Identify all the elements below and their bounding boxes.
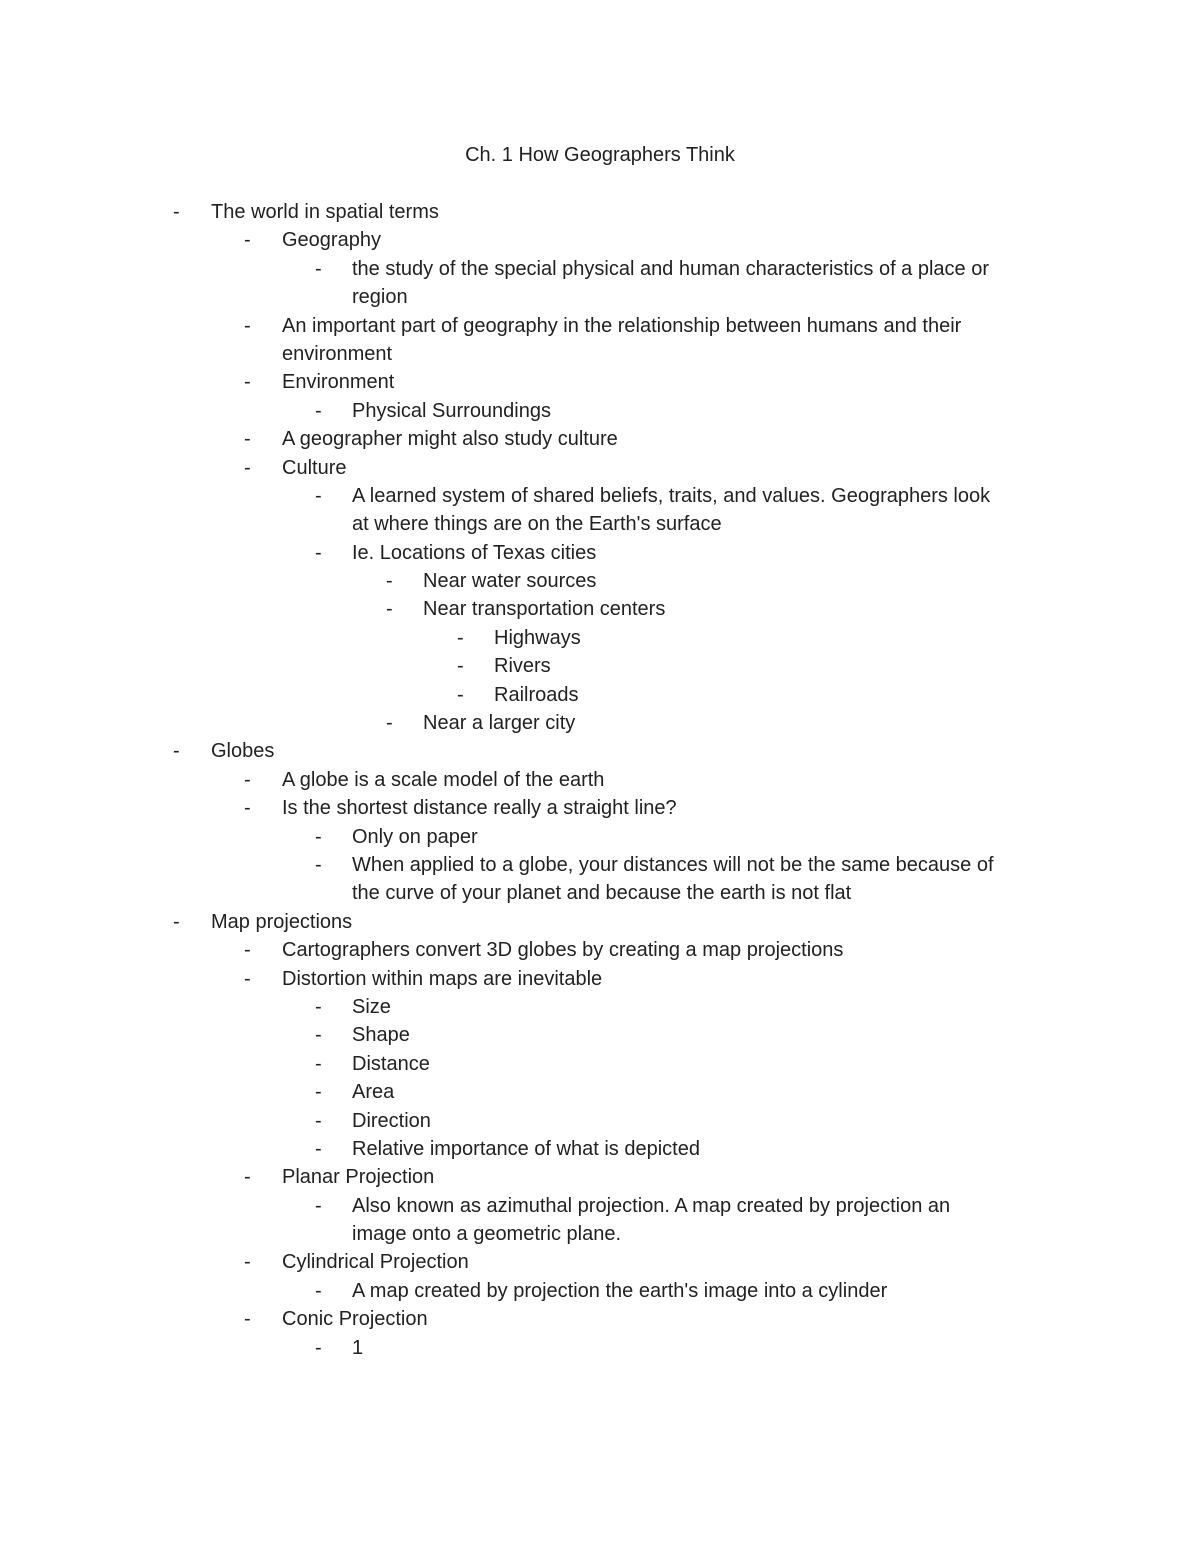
outline-item-text: Is the shortest distance really a straight line? [282,797,677,820]
outline-item-text: A geographer might also study culture [282,428,618,451]
outline-item-text: A globe is a scale model of the earth [282,768,605,791]
bullet-dash: - [244,939,251,962]
outline-item-text: Only on paper [352,825,478,848]
bullet-dash: - [315,1336,322,1359]
outline-item-text: image onto a geometric plane. [352,1223,622,1246]
bullet-dash: - [173,740,180,763]
bullet-dash: - [315,484,322,507]
bullet-dash: - [244,1166,251,1189]
outline-item-text: the study of the special physical and human characteristics of a place or [352,257,990,280]
outline-line-continuation [0,510,1200,538]
outline-item-level-1 [0,766,1200,794]
outline-item-text: 1 [352,1336,364,1359]
bullet-dash: - [244,229,251,252]
bullet-dash: - [386,712,393,735]
outline-item-text: region [352,286,408,309]
outline-item-text: Cartographers convert 3D globes by creating a map projections [282,939,844,962]
outline-item-level-0 [0,737,1200,765]
outline-line-continuation [0,340,1200,368]
bullet-dash: - [315,1194,322,1217]
outline-item-text: A map created by projection the earth's image into a cylinder [352,1279,888,1302]
outline-item-level-2 [0,1078,1200,1106]
bullet-dash: - [457,655,464,678]
outline-item-text: Size [352,995,391,1018]
bullet-dash: - [244,428,251,451]
outline-item-text: An important part of geography in the relationship between humans and their [282,314,962,337]
outline-item-level-4 [0,652,1200,680]
bullet-outline [0,198,1200,1362]
outline-item-level-2 [0,823,1200,851]
outline-line-continuation [0,1220,1200,1248]
outline-item-text: Railroads [494,683,579,706]
bullet-dash: - [457,683,464,706]
outline-item-level-2 [0,1334,1200,1362]
bullet-dash: - [173,201,180,223]
outline-item-text: Environment [282,371,395,394]
outline-item-level-3 [0,595,1200,623]
outline-item-text: Geography [282,229,381,252]
outline-item-text: Also known as azimuthal projection. A map created by projection an [352,1194,951,1217]
outline-item-text: Distortion within maps are inevitable [282,967,603,990]
outline-item-level-2 [0,539,1200,567]
outline-item-text: Highways [494,626,581,649]
outline-item-level-4 [0,681,1200,709]
bullet-dash: - [315,1052,322,1075]
outline-item-text: Near a larger city [423,712,576,735]
bullet-dash: - [315,1081,322,1104]
outline-item-text: When applied to a globe, your distances will not be the same because of [352,853,994,876]
bullet-dash: - [315,995,322,1018]
outline-item-text: at where things are on the Earth's surface [352,513,722,536]
outline-item-level-4 [0,624,1200,652]
outline-item-text: Ie. Locations of Texas cities [352,541,597,564]
outline-item-level-2 [0,851,1200,879]
outline-line-continuation [0,879,1200,907]
outline-item-level-1 [0,312,1200,340]
outline-item-text: environment [282,342,393,365]
outline-item-level-1 [0,936,1200,964]
outline-item-level-1 [0,454,1200,482]
bullet-dash: - [244,1308,251,1331]
bullet-dash: - [244,967,251,990]
outline-item-level-1 [0,226,1200,254]
outline-item-level-1 [0,794,1200,822]
outline-item-text: Map projections [211,910,353,933]
outline-item-text: the curve of your planet and because the earth is not flat [352,882,852,905]
outline-item-level-1 [0,1248,1200,1276]
outline-item-level-1 [0,965,1200,993]
bullet-dash: - [315,1279,322,1302]
outline-item-text: Relative importance of what is depicted [352,1137,700,1160]
outline-item-text: Planar Projection [282,1166,435,1189]
bullet-dash: - [244,797,251,820]
bullet-dash: - [386,570,393,593]
page-title: Ch. 1 How Geographers Think [465,144,735,166]
bullet-dash: - [315,257,322,280]
outline-item-level-0 [0,908,1200,936]
bullet-dash: - [315,399,322,422]
outline-item-text: Rivers [494,655,551,678]
bullet-dash: - [315,541,322,564]
outline-item-text: A learned system of shared beliefs, traits, and values. Geographers look [352,484,991,507]
outline-item-level-2 [0,993,1200,1021]
outline-item-level-2 [0,1192,1200,1220]
bullet-dash: - [315,1137,322,1160]
outline-item-text: Conic Projection [282,1308,428,1331]
outline-item-text: Near water sources [423,570,597,593]
bullet-dash: - [244,456,251,479]
bullet-dash: - [315,853,322,876]
outline-item-level-3 [0,567,1200,595]
outline-item-level-2 [0,1277,1200,1305]
bullet-dash: - [457,626,464,649]
outline-item-level-1 [0,1305,1200,1333]
outline-item-text: Shape [352,1024,410,1047]
bullet-dash: - [315,1024,322,1047]
outline-item-text: Cylindrical Projection [282,1251,469,1274]
bullet-dash: - [244,768,251,791]
outline-item-level-2 [0,1107,1200,1135]
outline-item-level-2 [0,255,1200,283]
outline-item-text: Culture [282,456,347,479]
bullet-dash: - [315,1109,322,1132]
outline-item-text: Direction [352,1109,431,1132]
outline-item-level-3 [0,709,1200,737]
outline-line-continuation [0,283,1200,311]
bullet-dash: - [315,825,322,848]
outline-item-level-2 [0,1050,1200,1078]
bullet-dash: - [386,598,393,621]
outline-item-level-1 [0,425,1200,453]
outline-item-text: The world in spatial terms [211,201,439,223]
outline-item-level-2 [0,1021,1200,1049]
outline-item-level-0 [0,198,1200,226]
outline-item-text: Globes [211,740,275,763]
outline-item-level-2 [0,397,1200,425]
outline-item-level-2 [0,482,1200,510]
outline-item-text: Physical Surroundings [352,399,551,422]
outline-item-text: Distance [352,1052,430,1075]
bullet-dash: - [244,1251,251,1274]
outline-item-text: Near transportation centers [423,598,666,621]
bullet-dash: - [173,910,180,933]
outline-item-level-1 [0,1163,1200,1191]
outline-item-level-2 [0,1135,1200,1163]
bullet-dash: - [244,314,251,337]
outline-item-level-1 [0,368,1200,396]
bullet-dash: - [244,371,251,394]
outline-item-text: Area [352,1081,395,1104]
